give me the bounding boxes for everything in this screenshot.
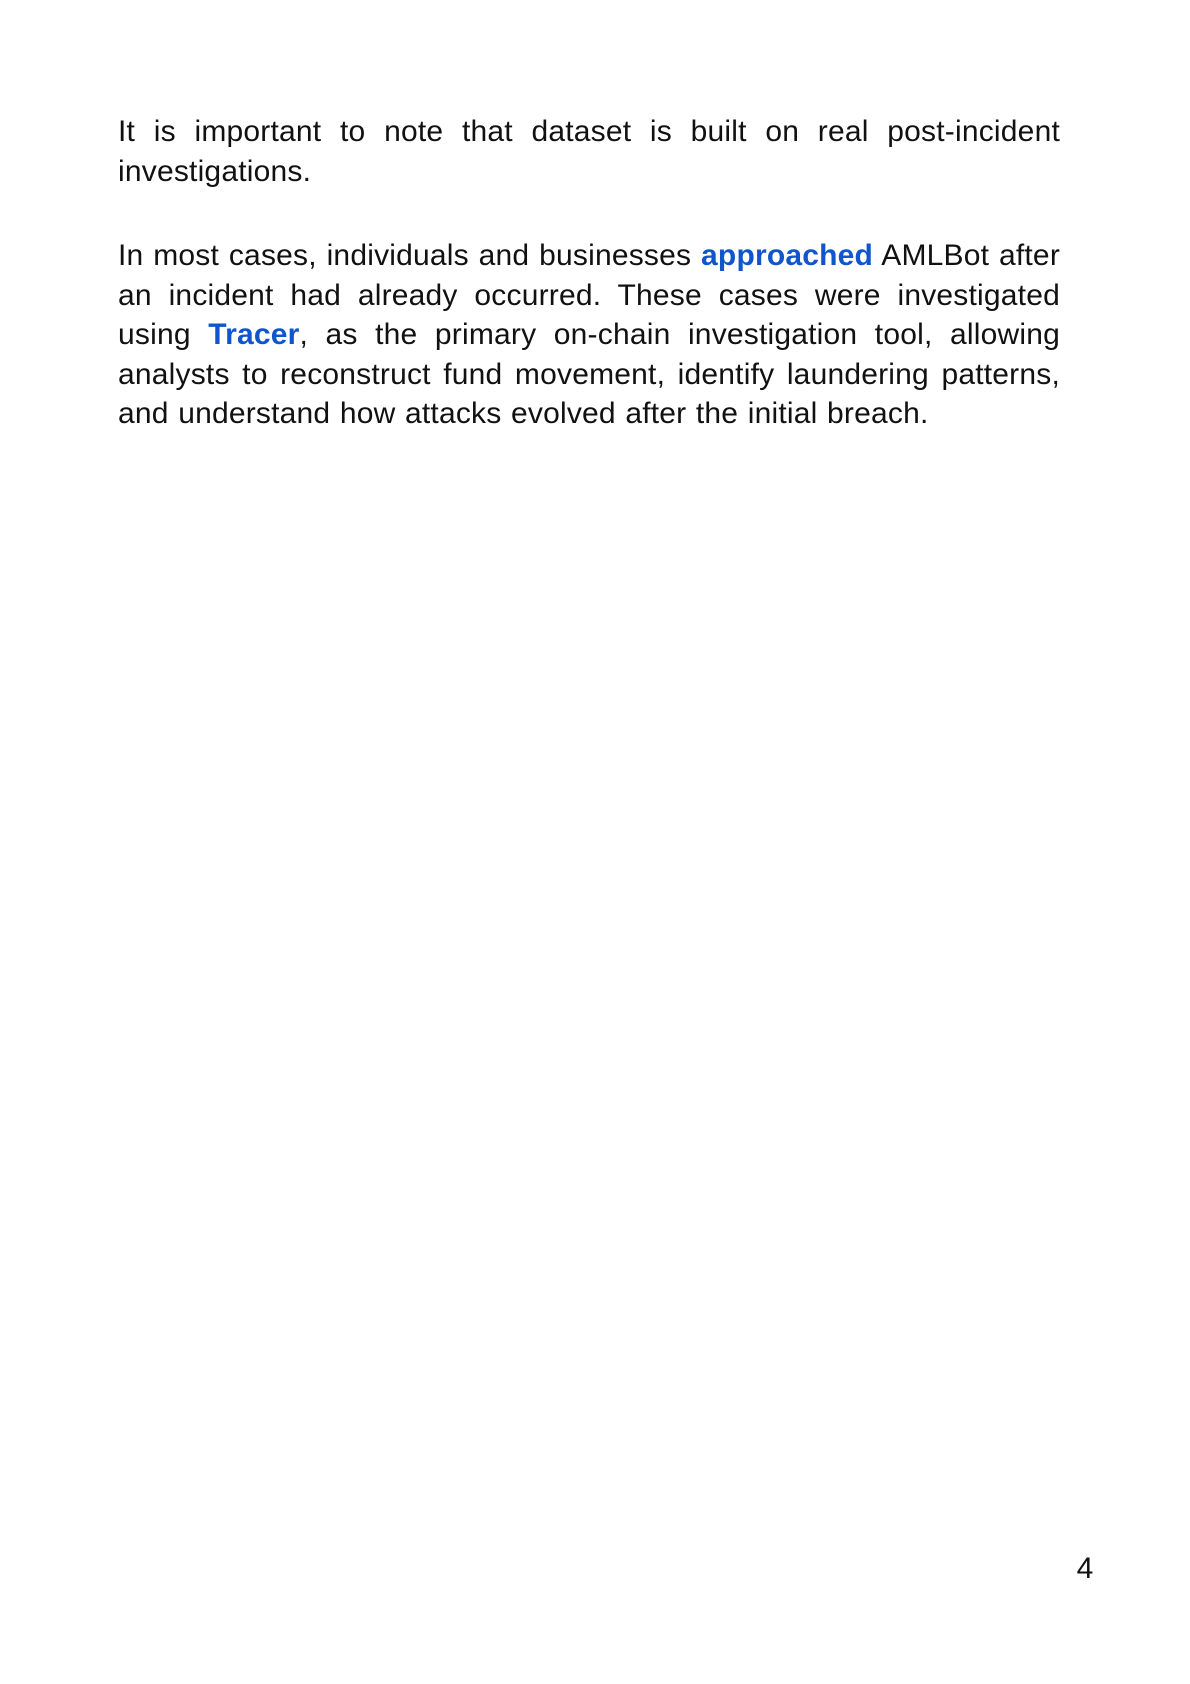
paragraph-intro-note (118, 112, 1060, 191)
text-run: , as the primary on-chain investigation tool, allowing analysts to reconstruct fund movement, identify laundering patterns, and understand how attacks evolved after the initial breach. (118, 318, 1060, 430)
text-run: AMLBot after an incident had already occurred. These cases were investigated using (118, 239, 1061, 351)
page-content (118, 112, 1060, 479)
page-number: 4 (1076, 1552, 1094, 1585)
paragraph-cases-description (118, 236, 1060, 434)
text-run: It is important to note that dataset is built on real post-incident investigations. (118, 115, 1060, 188)
inline-link[interactable]: Tracer (208, 318, 300, 351)
inline-link[interactable]: approached (701, 239, 874, 272)
text-run: In most cases, individuals and businesses (118, 239, 702, 272)
